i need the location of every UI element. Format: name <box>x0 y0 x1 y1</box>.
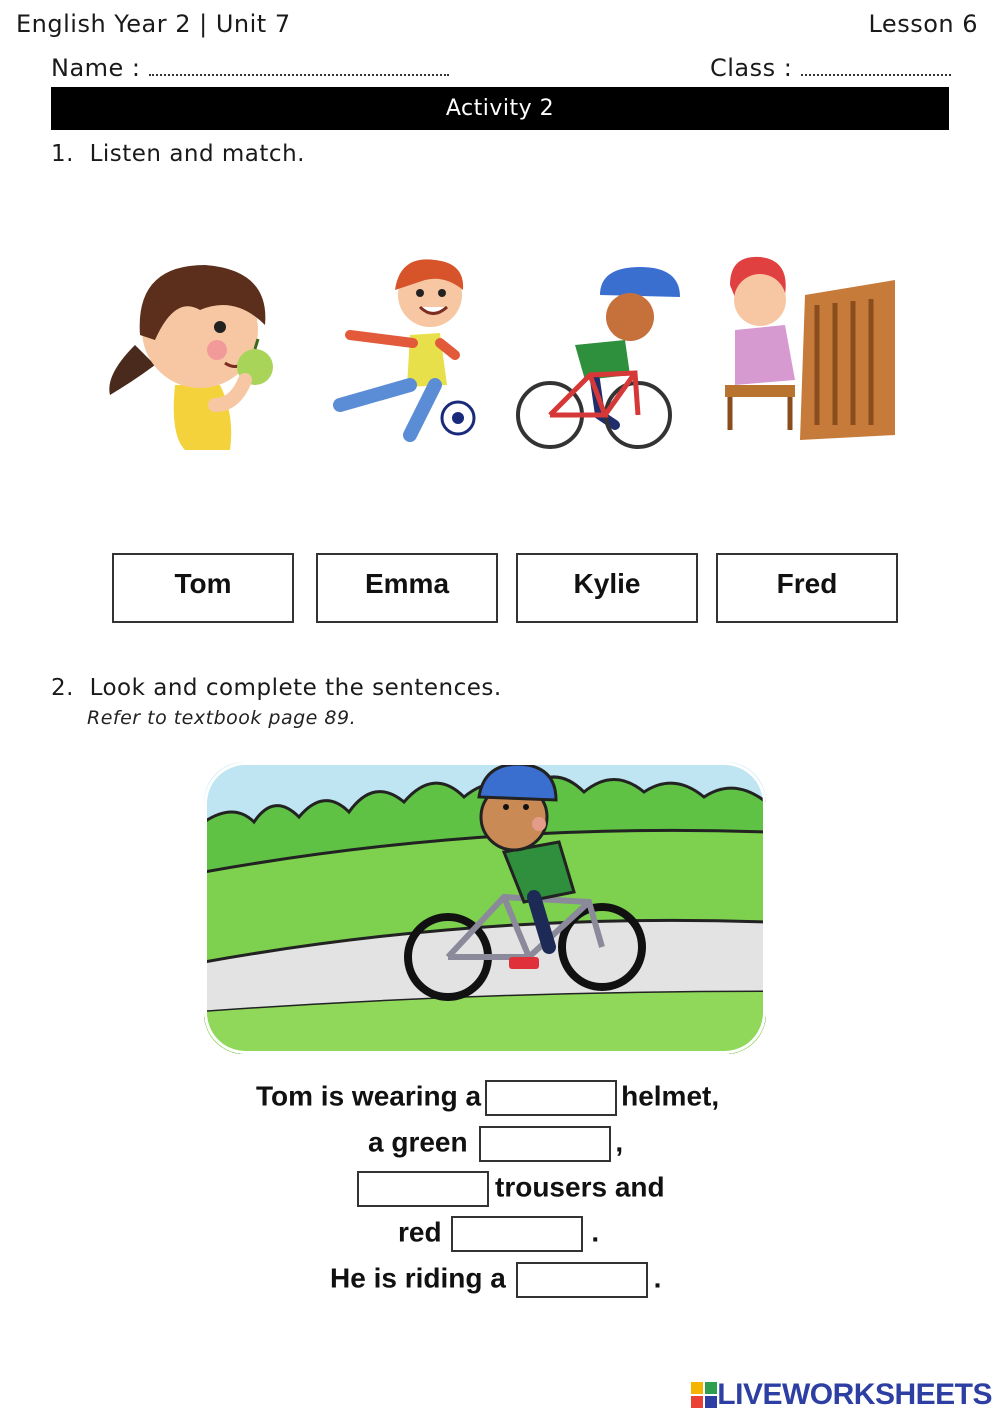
name-box-1[interactable]: Tom <box>112 553 294 623</box>
liveworksheets-logo-text: LIVEWORKSHEETS <box>717 1378 992 1411</box>
sentence-2-before: a green <box>368 1126 468 1158</box>
sentence-1-before: Tom is wearing a <box>256 1080 482 1112</box>
girl-eating-apple-image <box>109 265 273 450</box>
sentence-2-after: , <box>615 1126 624 1158</box>
boy-riding-bike-in-park-image <box>204 762 766 1054</box>
blank-vehicle[interactable] <box>516 1262 648 1298</box>
q2-text: Look and complete the sentences. <box>89 675 502 701</box>
q1-number: 1. <box>51 141 74 167</box>
class-label: Class : <box>710 54 793 82</box>
q1-text: Listen and match. <box>89 141 305 167</box>
class-line <box>801 73 951 76</box>
sentence-2 <box>368 1126 623 1162</box>
sentence-5-after: . <box>653 1262 662 1294</box>
activity-banner: Activity 2 <box>51 87 949 130</box>
name-box-3[interactable]: Kylie <box>516 553 698 623</box>
q2-number: 2. <box>51 675 74 701</box>
q1-instruction <box>51 141 305 167</box>
lesson-label: Lesson 6 <box>868 10 978 38</box>
sentence-4-after: . <box>591 1216 600 1248</box>
blank-shoes[interactable] <box>451 1216 583 1252</box>
name-box-2[interactable]: Emma <box>316 553 498 623</box>
name-line <box>149 73 449 76</box>
blank-helmet-colour[interactable] <box>485 1080 617 1116</box>
sentence-1 <box>256 1080 719 1116</box>
class-field <box>710 54 951 82</box>
name-label: Name : <box>51 54 141 82</box>
sentence-3-after: trousers and <box>495 1171 665 1203</box>
boy-riding-bike-image <box>518 267 680 447</box>
girl-playing-piano-image <box>725 257 895 440</box>
q2-instruction <box>51 675 502 701</box>
sentence-5 <box>330 1262 661 1298</box>
q2-note: Refer to textbook page 89. <box>87 707 357 729</box>
course-title: English Year 2 | Unit 7 <box>16 10 291 38</box>
liveworksheets-logo-icon <box>691 1382 717 1408</box>
q1-illustrations <box>95 255 910 460</box>
blank-trousers-colour[interactable] <box>357 1171 489 1207</box>
sentence-1-after: helmet, <box>621 1080 720 1112</box>
sentence-4 <box>398 1216 599 1252</box>
sentence-5-before: He is riding a <box>330 1262 506 1294</box>
blank-jacket[interactable] <box>479 1126 611 1162</box>
liveworksheets-logo[interactable] <box>691 1378 992 1412</box>
name-box-4[interactable]: Fred <box>716 553 898 623</box>
name-field <box>51 54 449 82</box>
boy-playing-football-image <box>340 259 474 435</box>
sentence-3 <box>357 1171 665 1207</box>
sentence-4-before: red <box>398 1216 442 1248</box>
